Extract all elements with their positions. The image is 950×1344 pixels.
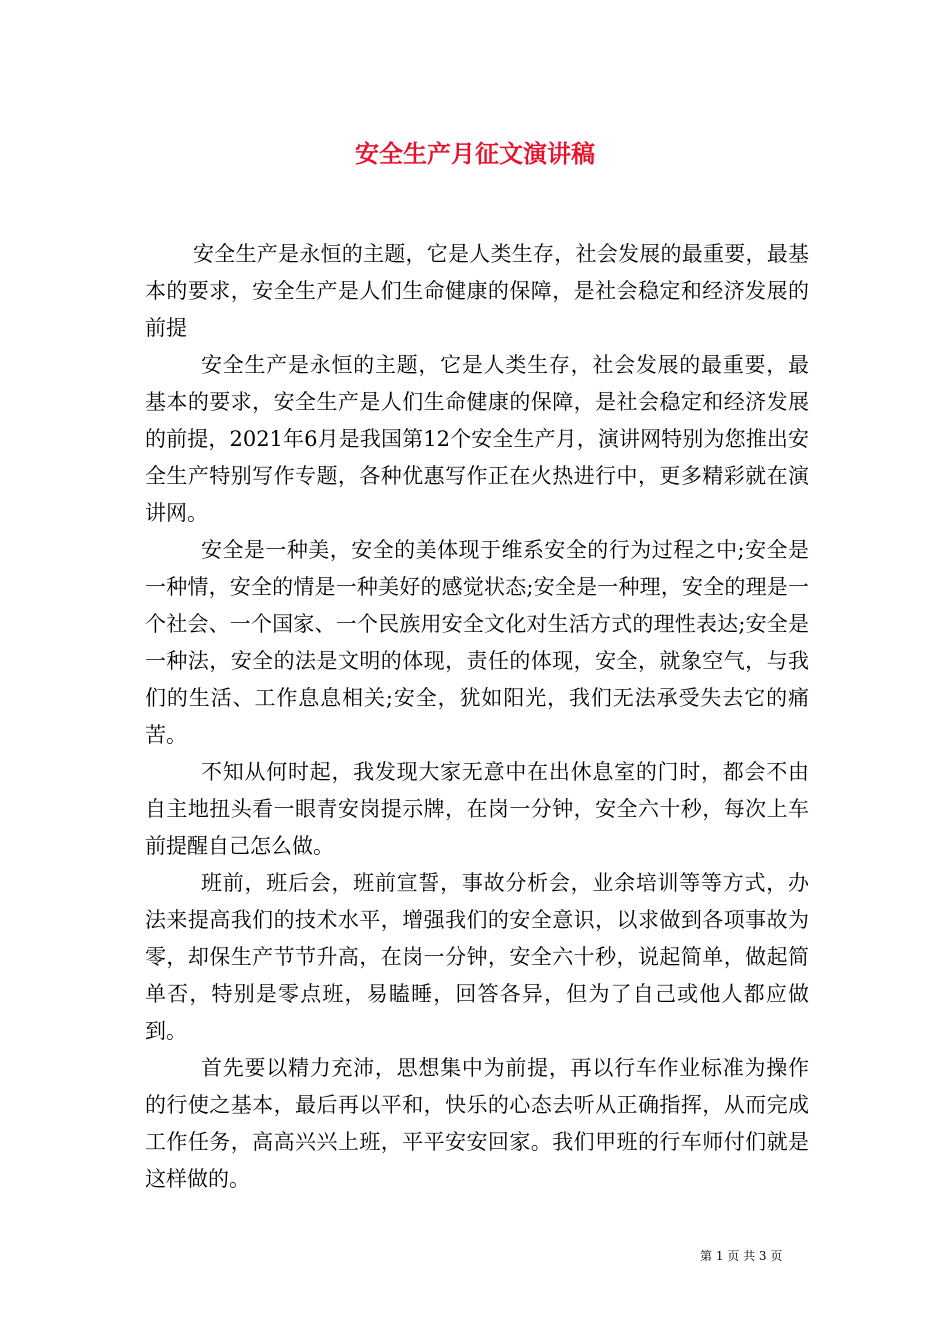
- document-body: [145, 236, 809, 1198]
- paragraph: 班前，班后会，班前宣誓，事故分析会，业余培训等等方式，办法来提高我们的技术水平，增强我们的安全意识，以求做到各项事故为零，却保生产节节升高，在岗一分钟，安全六十秒，说起简单，做起简单否，特别是零点班，易瞌睡，回答各异，但为了自己或他人都应做到。: [145, 871, 809, 1043]
- document-title: 安全生产月征文演讲稿: [355, 139, 595, 168]
- paragraph: 安全是一种美，安全的美体现于维系安全的行为过程之中;安全是一种情，安全的情是一种美好的感觉状态;安全是一种理，安全的理是一个社会、一个国家、一个民族用安全文化对生活方式的理性表达;安全是一种法，安全的法是文明的体现，责任的体现，安全，就象空气，与我们的生活、工作息息相关;安全，犹如阳光，我们无法承受失去它的痛苦。: [145, 538, 809, 747]
- paragraph: 首先要以精力充沛，思想集中为前提，再以行车作业标准为操作的行使之基本，最后再以平和，快乐的心态去听从正确指挥，从而完成工作任务，高高兴兴上班，平平安安回家。我们甲班的行车师付们就是这样做的。: [145, 1056, 809, 1191]
- paragraph: 安全生产是永恒的主题，它是人类生存，社会发展的最重要，最基本的要求，安全生产是人们生命健康的保障，是社会稳定和经济发展的前提，2021年6月是我国第12个安全生产月，演讲网特别为您推出安全生产特别写作专题，各种优惠写作正在火热进行中，更多精彩就在演讲网。: [145, 353, 809, 525]
- paragraph: 安全生产是永恒的主题，它是人类生存，社会发展的最重要，最基本的要求，安全生产是人们生命健康的保障，是社会稳定和经济发展的前提: [145, 242, 809, 340]
- page-number-footer: 第 1 页 共 3 页: [700, 1249, 783, 1263]
- paragraph: 不知从何时起，我发现大家无意中在出休息室的门时，都会不由自主地扭头看一眼青安岗提示牌，在岗一分钟，安全六十秒，每次上车前提醒自己怎么做。: [145, 760, 809, 858]
